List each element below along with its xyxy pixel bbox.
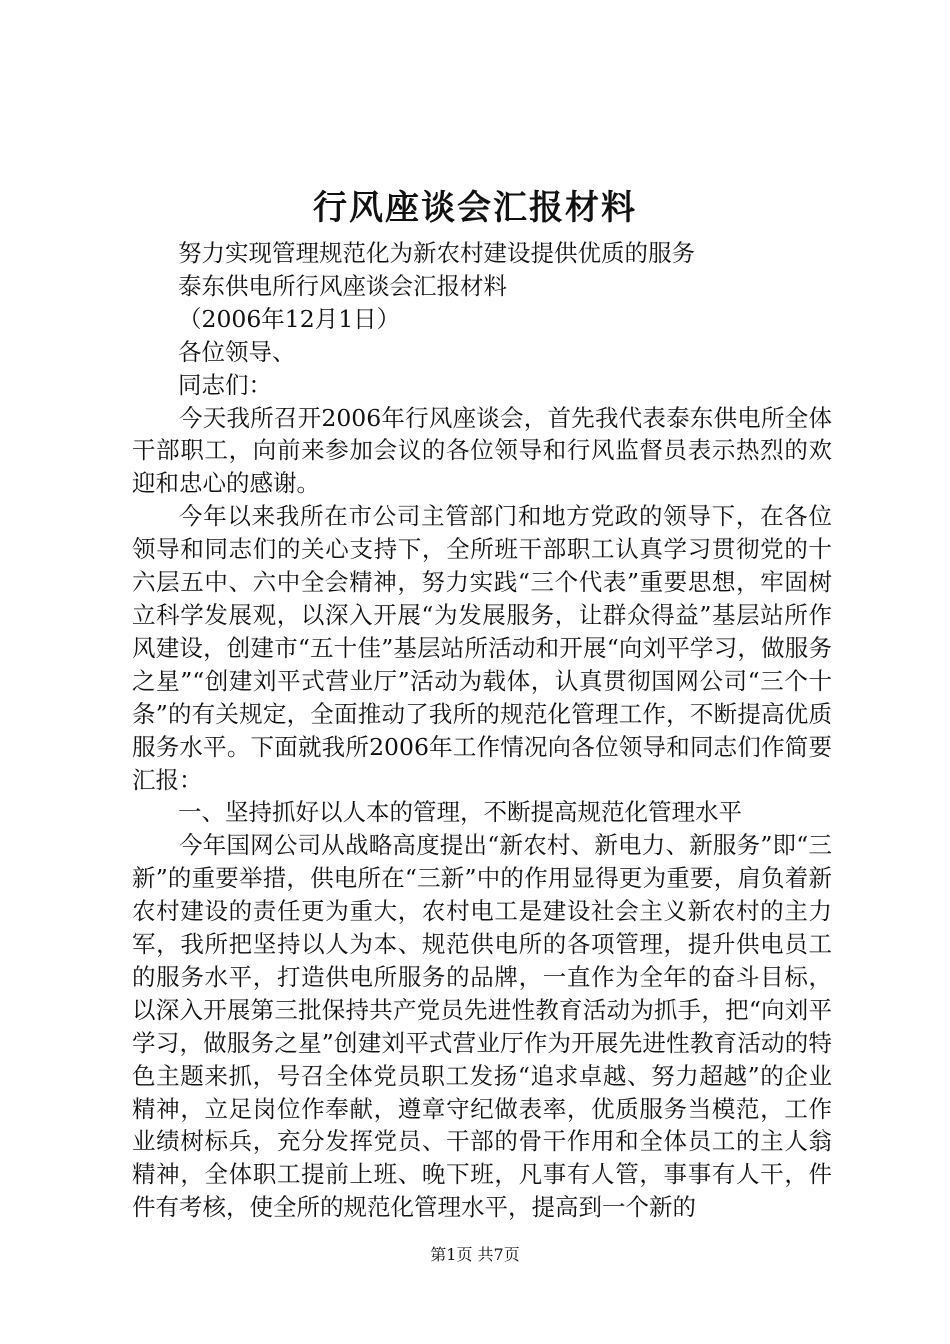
- document-heading: 泰东供电所行风座谈会汇报材料: [178, 271, 507, 300]
- salutation-comrades: 同志们：: [178, 370, 272, 399]
- paragraph-section-1: 今年国网公司从战略高度提出“新农村、新电力、新服务”即“三新”的重要举措，供电所在“三新”中的作用显得更为重要，肩负着新农村建设的责任更为重大，农村电工是建设社会主义新农村的主力军，我所把坚持以人为本、规范供电所的各项管理，提升供电员工的服务水平，打造供电所服务的品牌，一直作为全年的奋斗目标，以深入开展第三批保持共产党员先进性教育活动为抓手，把“向刘平学习，做服务之星”创建刘平式营业厅作为开展先进性教育活动的特色主题来抓，号召全体党员职工发扬“追求卓越、努力超越”的企业精神，立足岗位作奉献，遵章守纪做表率，优质服务当模范，工作业绩树标兵，充分发挥党员、干部的骨干作用和全体员工的主人翁精神，全体职工提前上班、晚下班，凡事有人管，事事有人干，件件有考核，使全所的规范化管理水平，提高到一个新的: [132, 831, 832, 1222]
- salutation-leaders: 各位领导、: [178, 337, 296, 366]
- page-number: 第1页 共7页: [430, 1245, 520, 1264]
- document-subtitle: 努力实现管理规范化为新农村建设提供优质的服务: [178, 239, 695, 267]
- document-title: 行风座谈会汇报材料: [313, 188, 637, 228]
- paragraph-overview: 今年以来我所在市公司主管部门和地方党政的领导下，在各位领导和同志们的关心支持下，全所班干部职工认真学习贯彻党的十六层五中、六中全会精神，努力实践“三个代表”重要思想，牢固树立科学发展观，以深入开展“为发展服务，让群众得益”基层站所作风建设，创建市“五十佳”基层站所活动和开展“向刘平学习，做服务之星”“创建刘平式营业厅”活动为载体，认真贯彻国网公司“三个十条”的有关规定，全面推动了我所的规范化管理工作，不断提高优质服务水平。下面就我所2006年工作情况向各位领导和同志们作简要汇报：: [132, 502, 832, 794]
- section-heading-1: 一、坚持抓好以人本的管理，不断提高规范化管理水平: [178, 798, 742, 827]
- paragraph-welcome: 今天我所召开2006年行风座谈会，首先我代表泰东供电所全体干部职工，向前来参加会议的各位领导和行风监督员表示热烈的欢迎和忠心的感谢。: [132, 403, 832, 498]
- document-body: [132, 237, 832, 1224]
- document-date: （2006年12月1日）: [178, 304, 401, 333]
